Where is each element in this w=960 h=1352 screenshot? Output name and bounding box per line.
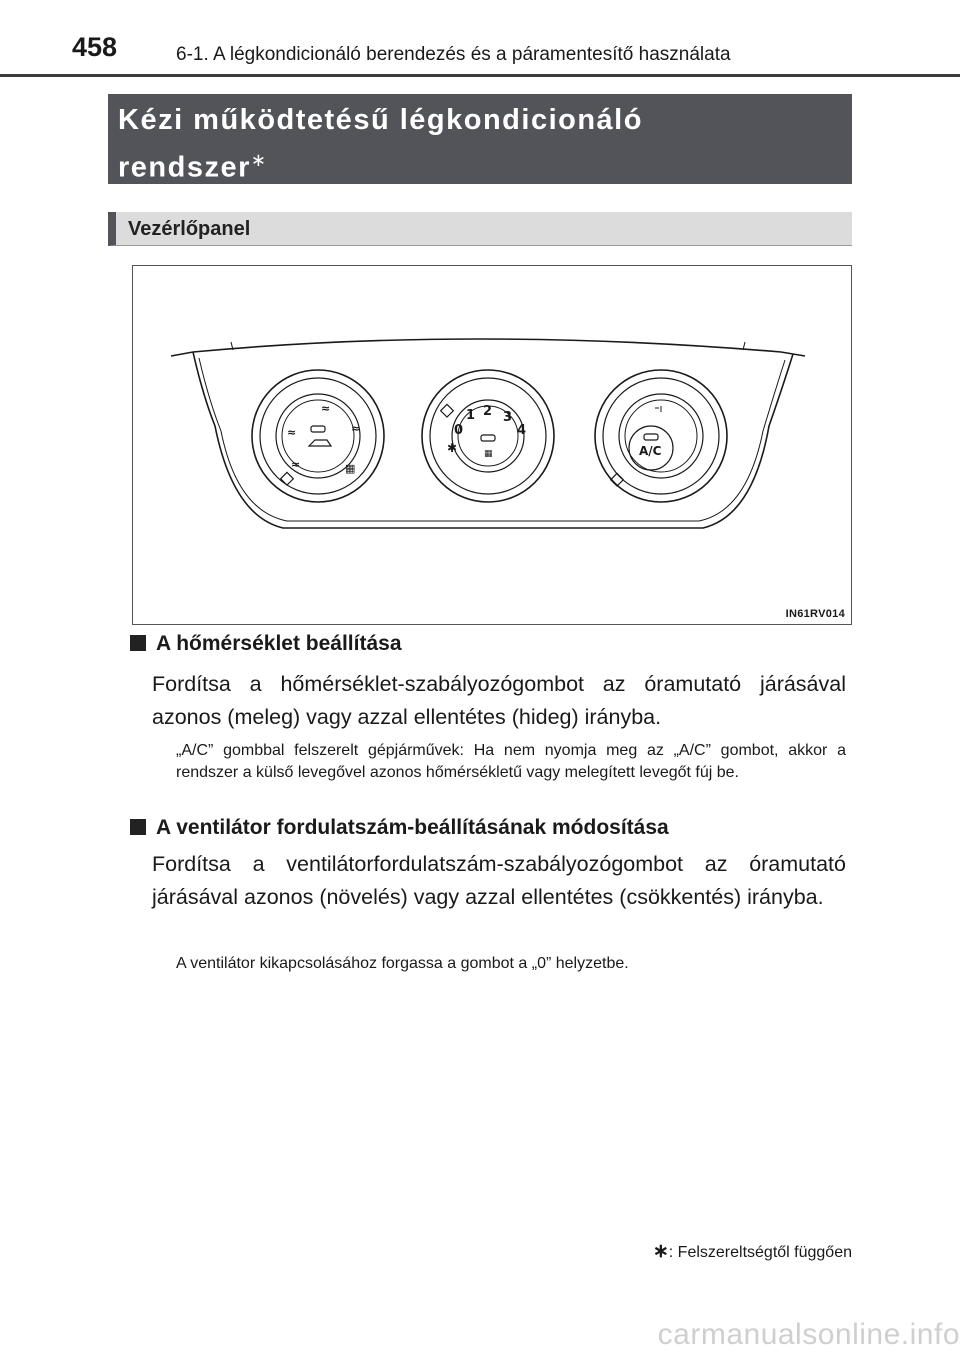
fan-label: 4 bbox=[517, 423, 527, 438]
svg-text:≈: ≈ bbox=[291, 458, 301, 471]
svg-text:≈: ≈ bbox=[351, 422, 361, 435]
fan-label: 1 bbox=[466, 408, 476, 423]
page-title-line2: rendszer bbox=[118, 151, 251, 184]
optional-equipment-marker: ∗ bbox=[250, 150, 268, 170]
section-heading: A ventilátor fordulatszám-beállításának módosítása bbox=[156, 816, 669, 839]
fan-instruction: Fordítsa a ventilátorfordulatszám-szabályozógombot az óramutató járásával azonos (növelés) vagy azzal ellentétes (csökkentés) irányba. bbox=[152, 852, 846, 909]
square-bullet-icon bbox=[130, 819, 146, 835]
fan-speed-knob bbox=[422, 370, 554, 502]
temperature-knob bbox=[595, 370, 727, 502]
footnote bbox=[653, 1240, 852, 1263]
fan-section-heading bbox=[130, 816, 850, 840]
footnote-text: : Felszereltségtől függően bbox=[668, 1244, 852, 1261]
page-title-line1: Kézi működtetésű légkondicionáló bbox=[118, 104, 643, 136]
subheading-title: Vezérlőpanel bbox=[128, 218, 251, 240]
control-panel-illustration bbox=[133, 266, 851, 624]
ac-button-label: A/C bbox=[639, 444, 662, 458]
header-divider bbox=[0, 74, 960, 77]
fan-label: 2 bbox=[483, 404, 493, 419]
fan-label: 3 bbox=[503, 410, 513, 425]
svg-text:≈: ≈ bbox=[287, 426, 297, 439]
temperature-note: „A/C” gombbal felszerelt gépjárművek: Ha nem nyomja meg az „A/C” gombot, akkor a rendszer a külső levegővel azonos hőmérsékletű vagy melegített levegőt fúj be. bbox=[176, 742, 846, 781]
svg-text:▦: ▦ bbox=[345, 462, 356, 475]
page-number: 458 bbox=[72, 32, 118, 62]
fan-note: A ventilátor kikapcsolásához forgassa a gombot a „0” helyzetbe. bbox=[176, 955, 629, 972]
mode-knob bbox=[252, 370, 384, 502]
footnote-marker: ∗ bbox=[652, 1241, 669, 1262]
fan-label: 0 bbox=[454, 423, 464, 438]
watermark: carmanualsonline.info bbox=[657, 1318, 960, 1351]
svg-text:▦: ▦ bbox=[484, 449, 493, 459]
section-heading: A hőmérséklet beállítása bbox=[156, 632, 402, 655]
page-title bbox=[118, 100, 643, 188]
control-panel-figure bbox=[132, 265, 852, 625]
temperature-section-heading bbox=[130, 632, 850, 656]
section-title-box bbox=[108, 94, 852, 184]
temperature-instruction: Fordítsa a hőmérséklet-szabályozógombot az óramutató járásával azonos (meleg) vagy azzal ellentétes (hideg) irányba. bbox=[152, 672, 846, 729]
square-bullet-icon bbox=[130, 635, 146, 651]
chapter-title: 6-1. A légkondicionáló berendezés és a páramentesítő használata bbox=[176, 44, 731, 65]
svg-text:≈: ≈ bbox=[321, 402, 331, 415]
figure-code: IN61RV014 bbox=[785, 608, 845, 620]
subheading-bar bbox=[108, 212, 852, 246]
svg-text:✱: ✱ bbox=[447, 441, 458, 455]
